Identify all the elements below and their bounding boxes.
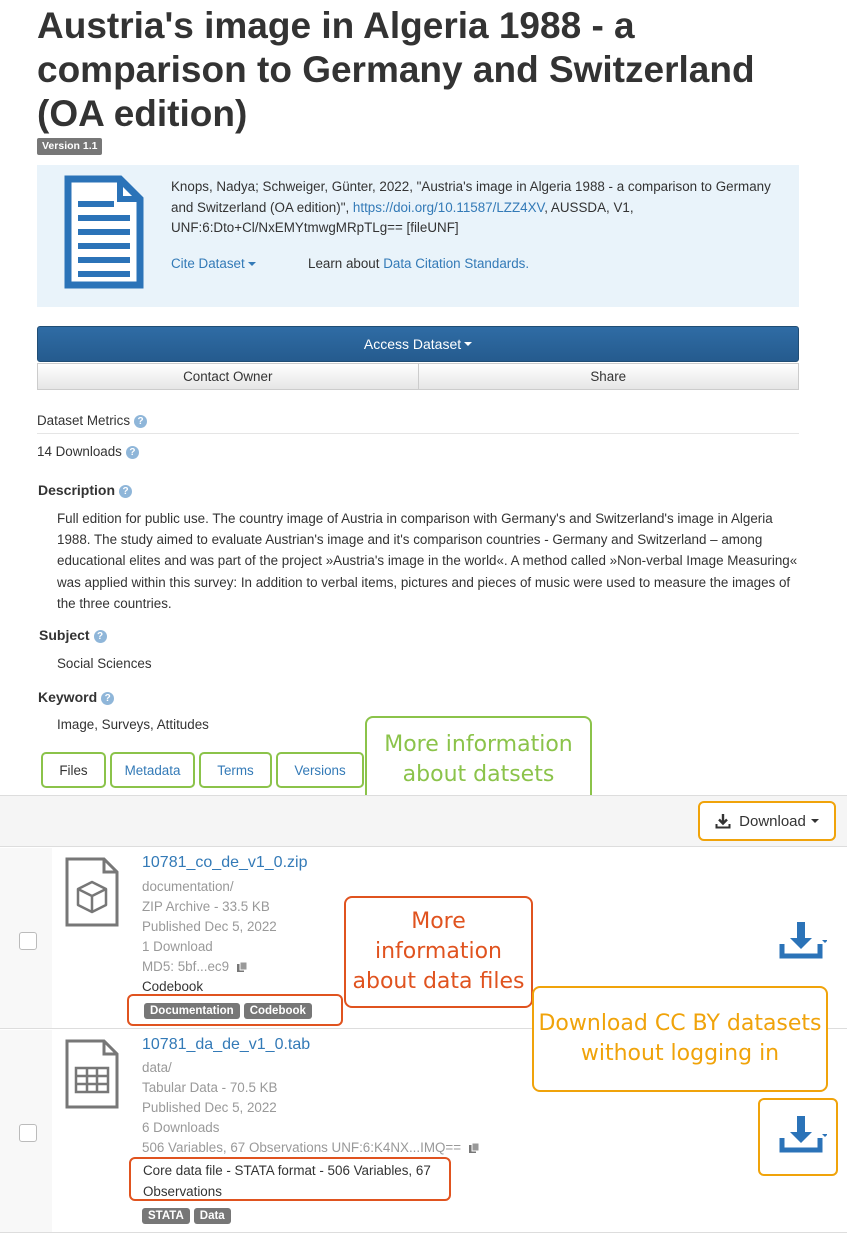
- download-count: [37, 444, 139, 459]
- citation-unf: , AUSSDA, V1, UNF:6:Dto+Cl/NxEMYtmwgMRpTLg== [fileUNF]: [171, 199, 634, 236]
- file-name-link[interactable]: 10781_co_de_v1_0.zip: [142, 854, 308, 871]
- file-published: Published Dec 5, 2022: [142, 919, 277, 934]
- file-name-link[interactable]: 10781_da_de_v1_0.tab: [142, 1036, 311, 1053]
- citation-text: [171, 177, 781, 239]
- secondary-actions: [37, 363, 799, 390]
- download-icon[interactable]: [779, 920, 827, 960]
- file-description: Codebook: [142, 979, 204, 994]
- file-tags: [142, 1206, 235, 1224]
- description-label: [38, 482, 132, 498]
- description-text: Full edition for public use. The country image of Austria in comparison with Germany's and Switzerland's image in Algeria 1988. The study aimed to evaluate Austrian's image and it's comparison countries - Germany and Switzerland – among educational elites and was part of the project »Austria's image in the world«. A method called »Non-verbal Image Measuring« was applied within this survey: In addition to verbal items, pictures and pieces of music were used to measure the images of the three countries.: [57, 511, 798, 611]
- dataset-metrics-text: Dataset Metrics: [37, 413, 131, 428]
- help-icon[interactable]: ?: [94, 630, 107, 643]
- subject-label: [39, 627, 107, 643]
- tab-metadata[interactable]: Metadata: [110, 752, 195, 788]
- file-description-highlight: [129, 1157, 451, 1201]
- data-citation-standards-link[interactable]: Data Citation Standards.: [383, 256, 530, 271]
- tag-data[interactable]: Data: [194, 1208, 231, 1224]
- caret-down-icon: [464, 342, 472, 346]
- subject-label-text: Subject: [39, 627, 90, 643]
- file-downloads: 1 Download: [142, 939, 213, 954]
- download-button[interactable]: [698, 801, 836, 841]
- file-type-size: Tabular Data - 70.5 KB: [142, 1080, 278, 1095]
- help-icon[interactable]: ?: [126, 446, 139, 459]
- file-select-checkbox[interactable]: [19, 1124, 37, 1142]
- file-checksum: [142, 957, 248, 978]
- divider: [37, 433, 799, 434]
- citation-box: [37, 165, 799, 307]
- version-badge: Version 1.1: [37, 138, 102, 155]
- subject-value: Social Sciences: [57, 656, 152, 671]
- page-title: Austria's image in Algeria 1988 - a comparison to Germany and Switzerland (OA edition): [37, 5, 755, 134]
- tab-versions[interactable]: Versions: [276, 752, 364, 788]
- callout-download: Download CC BY datasets without logging in: [532, 986, 828, 1092]
- file-published: Published Dec 5, 2022: [142, 1100, 277, 1115]
- cite-dataset-label: Cite Dataset: [171, 256, 245, 271]
- access-dataset-label: Access Dataset: [363, 336, 462, 352]
- tag-documentation[interactable]: Documentation: [144, 1003, 240, 1019]
- file-type-size: ZIP Archive - 33.5 KB: [142, 899, 270, 914]
- citation-authors: Knops, Nadya; Schweiger, Günter, 2022, "Austria's image in Algeria 1988 - a comparison to Germany and Switzerland (OA edition)",: [171, 179, 771, 215]
- file-description: Core data file - STATA format - 506 Variables, 67 Observations: [143, 1163, 431, 1199]
- description-label-text: Description: [38, 482, 116, 498]
- file-folder: documentation/: [142, 879, 234, 894]
- tag-codebook[interactable]: Codebook: [244, 1003, 312, 1019]
- caret-down-icon: [811, 819, 819, 823]
- file-folder: data/: [142, 1060, 172, 1075]
- learn-about-text: [308, 256, 529, 271]
- help-icon[interactable]: ?: [119, 485, 132, 498]
- help-icon[interactable]: ?: [101, 692, 114, 705]
- file-downloads: 6 Downloads: [142, 1120, 220, 1135]
- dataset-metrics-label: [37, 413, 147, 428]
- callout-data-files: More information about data files: [344, 896, 533, 1008]
- archive-file-icon: [64, 856, 120, 928]
- download-icon: [715, 813, 731, 829]
- document-icon: [64, 175, 144, 289]
- cite-dataset-dropdown[interactable]: [171, 256, 256, 271]
- contact-owner-button[interactable]: Contact Owner: [37, 363, 419, 390]
- copy-icon[interactable]: [468, 1142, 480, 1154]
- file-select-checkbox[interactable]: [19, 932, 37, 950]
- keyword-label-text: Keyword: [38, 689, 98, 705]
- file-checksum-text: MD5: 5bf...ec9: [142, 959, 230, 974]
- access-dataset-button[interactable]: [37, 326, 799, 362]
- caret-down-icon: [248, 262, 256, 266]
- tabular-file-icon: [64, 1038, 120, 1110]
- file-checksum: [142, 1138, 480, 1159]
- doi-link[interactable]: https://doi.org/10.11587/LZZ4XV: [352, 199, 545, 215]
- download-button-label: Download: [739, 812, 806, 830]
- file-tags-highlight: [127, 994, 343, 1026]
- file-checksum-text: 506 Variables, 67 Observations UNF:6:K4NX...IMQ==: [142, 1140, 462, 1155]
- keyword-value: Image, Surveys, Attitudes: [57, 717, 209, 732]
- callout-datasets: More information about datsets: [365, 716, 592, 804]
- download-count-text: 14 Downloads: [37, 444, 122, 459]
- tag-stata[interactable]: STATA: [142, 1208, 190, 1224]
- tab-files[interactable]: Files: [41, 752, 106, 788]
- keyword-label: [38, 689, 114, 705]
- help-icon[interactable]: ?: [134, 415, 147, 428]
- share-button[interactable]: Share: [419, 363, 800, 390]
- copy-icon[interactable]: [236, 961, 248, 973]
- tab-terms[interactable]: Terms: [199, 752, 272, 788]
- download-icon[interactable]: [779, 1114, 827, 1154]
- learn-about-label: Learn about: [308, 256, 384, 271]
